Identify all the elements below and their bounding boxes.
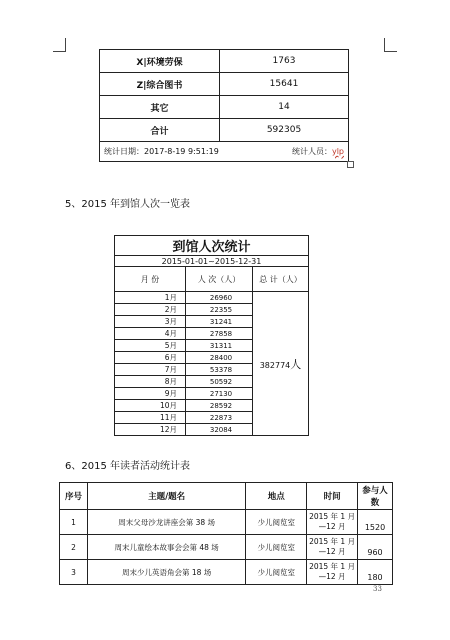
visitor-count: 22873 (186, 412, 253, 424)
row-no: 1 (60, 510, 88, 535)
category-label: 其它 (100, 96, 220, 119)
crop-mark-top-left-vertical (65, 38, 66, 52)
row-place: 少儿阅览室 (246, 535, 307, 560)
visitor-total-unit: 人 (290, 357, 302, 371)
header-topic: 主题/题名 (87, 483, 245, 510)
table-row (115, 292, 309, 304)
header-month: 月 份 (115, 267, 186, 292)
section-heading-6: 6、2015 年读者活动统计表 (65, 461, 190, 472)
page-number: 33 (373, 585, 382, 593)
visitor-count: 31311 (186, 340, 253, 352)
row-count: 180 (358, 560, 393, 585)
month-label: 7月 (115, 364, 186, 376)
crop-mark-top-right-vertical (384, 38, 385, 52)
month-label: 9月 (115, 388, 186, 400)
category-value: 1763 (220, 50, 349, 73)
row-topic: 周末父母沙龙讲座会第 38 场 (87, 510, 245, 535)
month-label: 12月 (115, 424, 186, 436)
visitor-total (253, 292, 309, 436)
visitor-count: 22355 (186, 304, 253, 316)
visitor-count: 26960 (186, 292, 253, 304)
table-row (100, 96, 349, 119)
visitor-count-table (114, 235, 309, 436)
month-label: 5月 (115, 340, 186, 352)
row-time: 2015 年 1 月—12 月 (307, 560, 358, 585)
section-heading-5: 5、2015 年到馆人次一览表 (65, 199, 190, 210)
table-footer-row (100, 142, 349, 162)
header-count: 参与人数 (358, 483, 393, 510)
header-time: 时间 (307, 483, 358, 510)
crop-mark-top-right-horizontal (384, 51, 397, 52)
header-place: 地点 (246, 483, 307, 510)
table-row (100, 50, 349, 73)
row-no: 2 (60, 535, 88, 560)
row-topic: 周末儿童绘本故事会会第 48 场 (87, 535, 245, 560)
visitor-count: 32084 (186, 424, 253, 436)
row-time: 2015 年 1 月—12 月 (307, 535, 358, 560)
stat-date: 统计日期：2017-8-19 9:51:19 (104, 147, 219, 156)
total-value: 592305 (220, 119, 349, 142)
month-label: 3月 (115, 316, 186, 328)
row-place: 少儿阅览室 (246, 510, 307, 535)
month-label: 11月 (115, 412, 186, 424)
category-label: Z|综合图书 (100, 73, 220, 96)
visitor-count: 27858 (186, 328, 253, 340)
header-total: 总 计（人） (253, 267, 309, 292)
month-label: 1月 (115, 292, 186, 304)
table-row (100, 73, 349, 96)
row-place: 少儿阅览室 (246, 560, 307, 585)
total-label: 合计 (100, 119, 220, 142)
month-label: 6月 (115, 352, 186, 364)
row-topic: 周末少儿英语角会第 18 场 (87, 560, 245, 585)
stat-person (292, 146, 344, 157)
category-value: 15641 (220, 73, 349, 96)
stat-person-label: 统计人员： (291, 147, 332, 156)
visitor-count: 28592 (186, 400, 253, 412)
row-count: 1520 (358, 510, 393, 535)
month-label: 2月 (115, 304, 186, 316)
reader-activity-table (59, 482, 393, 585)
visitor-total-value: 382774 (259, 360, 291, 370)
month-label: 10月 (115, 400, 186, 412)
stat-person-name: ylp (331, 147, 344, 156)
table-row (60, 510, 393, 535)
visitor-count: 28400 (186, 352, 253, 364)
visitor-count: 53378 (186, 364, 253, 376)
row-count: 960 (358, 535, 393, 560)
visitor-count: 50592 (186, 376, 253, 388)
table-title: 到馆人次统计 (115, 236, 309, 256)
table-resize-handle[interactable] (347, 161, 354, 168)
visitor-count: 27130 (186, 388, 253, 400)
row-time: 2015 年 1 月—12 月 (307, 510, 358, 535)
category-label: X|环境劳保 (100, 50, 220, 73)
table-row (60, 535, 393, 560)
month-label: 4月 (115, 328, 186, 340)
table-row (100, 119, 349, 142)
table-row (60, 560, 393, 585)
visitor-count: 31241 (186, 316, 253, 328)
collection-stats-table (99, 49, 349, 162)
month-label: 8月 (115, 376, 186, 388)
header-count: 人 次（人） (186, 267, 253, 292)
row-no: 3 (60, 560, 88, 585)
crop-mark-top-left-horizontal (53, 51, 66, 52)
category-value: 14 (220, 96, 349, 119)
header-no: 序号 (60, 483, 88, 510)
date-range: 2015-01-01~2015-12-31 (115, 256, 309, 267)
